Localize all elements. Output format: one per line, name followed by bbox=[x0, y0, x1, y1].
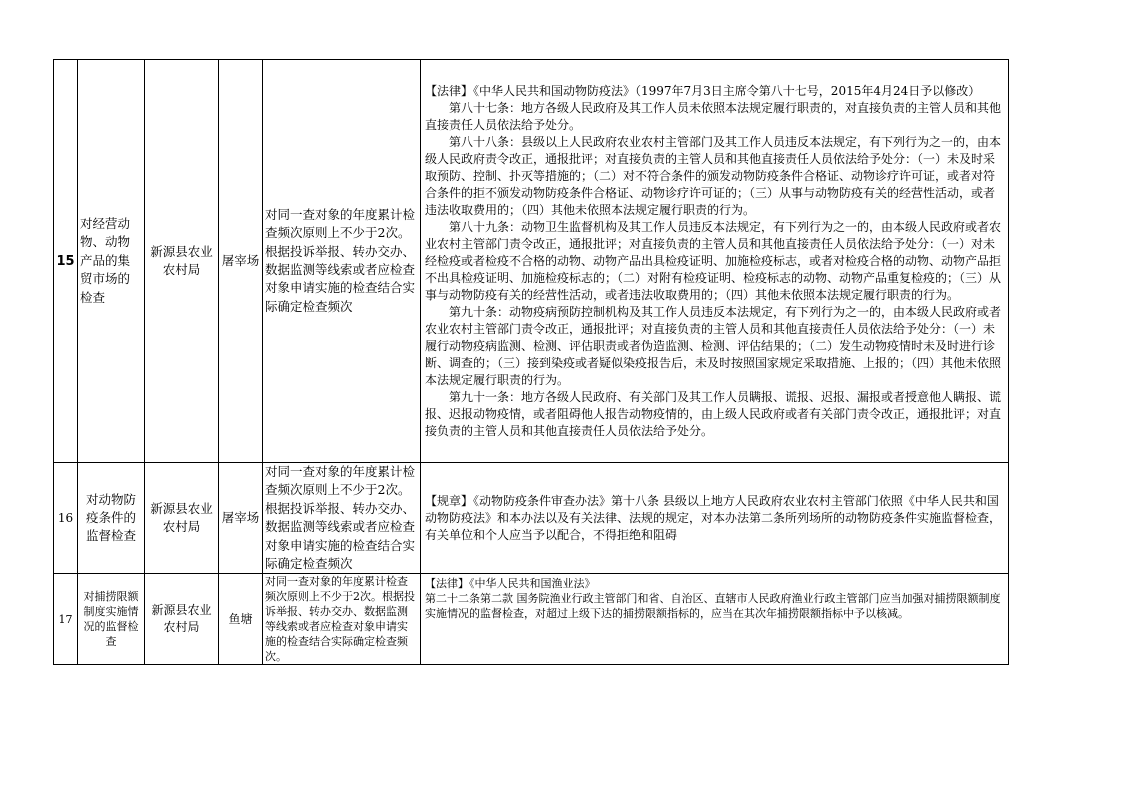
table-row bbox=[54, 574, 1009, 665]
basis-article: 第九十一条：地方各级人民政府、有关部门及其工作人员瞒报、谎报、迟报、漏报或者授意他人瞒报、谎报、迟报动物疫情，或者阻碍他人报告动物疫情的，由上级人民政府或者有关部门责令改正，通报批评；对直接负责的主管人员和其他直接责任人员依法给予处分。 bbox=[425, 389, 1002, 438]
inspection-frequency: 对同一查对象的年度累计检查频次原则上不少于2次。根据投诉举报、转办交办、数据监测等线索或者应检查对象申请实施的检查结合实际确定检查频次 bbox=[263, 463, 421, 574]
department: 新源县农业农村局 bbox=[145, 463, 219, 574]
inspection-object: 屠宰场 bbox=[219, 60, 263, 463]
inspection-frequency: 对同一查对象的年度累计检查频次原则上不少于2次。根据投诉举报、转办交办、数据监测等线索或者应检查对象申请实施的检查结合实际确定检查频次 bbox=[263, 60, 421, 463]
inspection-object: 鱼塘 bbox=[219, 574, 263, 665]
row-number: 16 bbox=[54, 463, 78, 574]
legal-basis bbox=[421, 574, 1009, 665]
inspection-object: 屠宰场 bbox=[219, 463, 263, 574]
legal-basis bbox=[421, 463, 1009, 574]
table-row bbox=[54, 463, 1009, 574]
inspection-table bbox=[53, 59, 1009, 665]
basis-heading: 【法律】《中华人民共和国渔业法》 bbox=[425, 577, 596, 591]
inspection-item: 对动物防疫条件的监督检查 bbox=[78, 463, 145, 574]
table-row bbox=[54, 60, 1009, 463]
inspection-item: 对经营动物、动物产品的集贸市场的检查 bbox=[78, 60, 145, 463]
row-number: 17 bbox=[54, 574, 78, 665]
inspection-table-sheet bbox=[53, 59, 1009, 665]
department: 新源县农业农村局 bbox=[145, 60, 219, 463]
basis-article: 第八十八条：县级以上人民政府农业农村主管部门及其工作人员违反本法规定，有下列行为之一的，由本级人民政府责令改正，通报批评；对直接负责的主管人员和其他直接责任人员依法给予处分：（一）未及时采取预防、控制、扑灭等措施的；（二）对不符合条件的颁发动物防疫条件合格证、动物诊疗许可证，或者对符合条件的拒不颁发动物防疫条件合格证、动物诊疗许可证的；（三）从事与动物防疫有关的经营性活动，或者违法收取费用的；（四）其他未依照本法规定履行职责的行为。 bbox=[425, 134, 1002, 217]
inspection-item: 对捕捞限额制度实施情况的监督检查 bbox=[78, 574, 145, 665]
legal-basis bbox=[421, 60, 1009, 463]
basis-article: 第八十九条：动物卫生监督机构及其工作人员违反本法规定，有下列行为之一的，由本级人民政府或者农业农村主管部门责令改正，通报批评；对直接负责的主管人员和其他直接责任人员依法给予处分：（一）对未经检疫或者检疫不合格的动物、动物产品出具检疫证明、加施检疫标志，或者对检疫合格的动物、动物产品拒不出具检疫证明、加施检疫标志的；（二）对附有检疫证明、检疫标志的动物、动物产品重复检疫的；（三）从事与动物防疫有关的经营性活动，或者违法收取费用的；（四）其他未依照本法规定履行职责的行为。 bbox=[425, 219, 1002, 302]
basis-article: 第八十七条：地方各级人民政府及其工作人员未依照本法规定履行职责的，对直接负责的主管人员和其他直接责任人员依法给予处分。 bbox=[425, 100, 1002, 132]
row-number: 15 bbox=[54, 60, 78, 463]
inspection-frequency: 对同一查对象的年度累计检查频次原则上不少于2次。根据投诉举报、转办交办、数据监测等线索或者应检查对象申请实施的检查结合实际确定检查频次。 bbox=[263, 574, 421, 665]
basis-article: 第二十二条第二款 国务院渔业行政主管部门和省、自治区、直辖市人民政府渔业行政主管部门应当加强对捕捞限额制度实施情况的监督检查，对超过上级下达的捕捞限额指标的，应当在其次年捕捞限额指标中予以核减。 bbox=[425, 592, 1001, 621]
basis-article: 【规章】《动物防疫条件审查办法》第十八条 县级以上地方人民政府农业农村主管部门依照《中华人民共和国动物防疫法》和本办法以及有关法律、法规的规定，对本办法第二条所列场所的动物防疫条件实施监督检查，有关单位和个人应当予以配合，不得拒绝和阻碍 bbox=[425, 493, 1002, 542]
department: 新源县农业农村局 bbox=[145, 574, 219, 665]
basis-article: 第九十条：动物疫病预防控制机构及其工作人员违反本法规定，有下列行为之一的，由本级人民政府或者农业农村主管部门责令改正，通报批评；对直接负责的主管人员和其他直接责任人员依法给予处分：（一）未履行动物疫病监测、检测、评估职责或者伪造监测、检测、评估结果的；（二）发生动物疫情时未及时进行诊断、调查的；（三）接到染疫或者疑似染疫报告后，未及时按照国家规定采取措施、上报的；（四）其他未依照本法规定履行职责的行为。 bbox=[425, 304, 1002, 387]
basis-heading: 【法律】《中华人民共和国动物防疫法》（1997年7月3日主席令第八十七号，2015年4月24日予以修改） bbox=[425, 83, 981, 98]
